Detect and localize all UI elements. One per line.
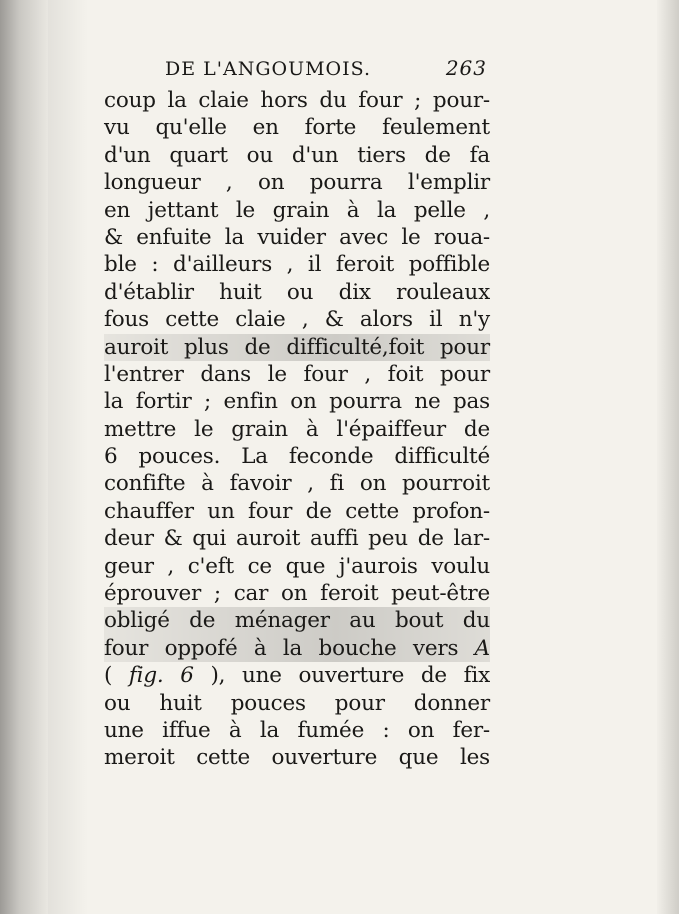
page-number: 263 bbox=[445, 56, 487, 80]
text-line: confifte à favoir , fi on pourroit bbox=[104, 471, 490, 497]
text-line bbox=[104, 635, 490, 662]
text-line: longueur , on pourra l'emplir bbox=[104, 170, 490, 196]
text-line: 6 pouces. La feconde difficulté bbox=[104, 444, 490, 470]
body-text bbox=[104, 87, 490, 772]
text-line: d'établir huit ou dix rouleaux bbox=[104, 279, 490, 305]
text-line-start: obligé de ménager au bout du bbox=[104, 608, 490, 634]
text-line: auroit plus de difficulté,foit pour bbox=[104, 334, 490, 360]
text-line: une iffue à la fumée : on fer- bbox=[104, 717, 490, 743]
text-line: chauffer un four de cette profon- bbox=[104, 498, 490, 524]
text-line-start: four oppofé à la bouche vers bbox=[104, 635, 459, 661]
running-head bbox=[165, 56, 487, 86]
text-line: meroit cette ouverture que les bbox=[104, 745, 490, 771]
text-line: vu qu'elle en forte feulement bbox=[104, 115, 490, 141]
text-line: ( fig. 6 ), une ouverture de fix bbox=[104, 663, 490, 689]
text-line bbox=[104, 607, 490, 634]
text-line: ble : d'ailleurs , il feroit poffible bbox=[104, 252, 490, 278]
figure-reference-letter: A bbox=[474, 635, 490, 661]
text-line: en jettant le grain à la pelle , bbox=[104, 197, 490, 223]
text-line: d'un quart ou d'un tiers de fa bbox=[104, 142, 490, 168]
text-line: & enfuite la vuider avec le roua- bbox=[104, 224, 490, 250]
text-line: la fortir ; enfin on pourra ne pas bbox=[104, 389, 490, 415]
text-line: mettre le grain à l'épaiffeur de bbox=[104, 416, 490, 442]
text-line: l'entrer dans le four , foit pour bbox=[104, 361, 490, 387]
running-title: DE L'ANGOUMOIS. bbox=[165, 58, 372, 80]
text-line: éprouver ; car on feroit peut-être bbox=[104, 581, 490, 607]
figure-reference: fig. 6 bbox=[128, 663, 194, 689]
text-line: geur , c'eft ce que j'aurois voulu bbox=[104, 553, 490, 579]
text-line: fous cette claie , & alors il n'y bbox=[104, 307, 490, 333]
text-line: deur & qui auroit auffi peu de lar- bbox=[104, 526, 490, 552]
text-line: ou huit pouces pour donner bbox=[104, 690, 490, 716]
text-line: coup la claie hors du four ; pour- bbox=[104, 88, 490, 113]
